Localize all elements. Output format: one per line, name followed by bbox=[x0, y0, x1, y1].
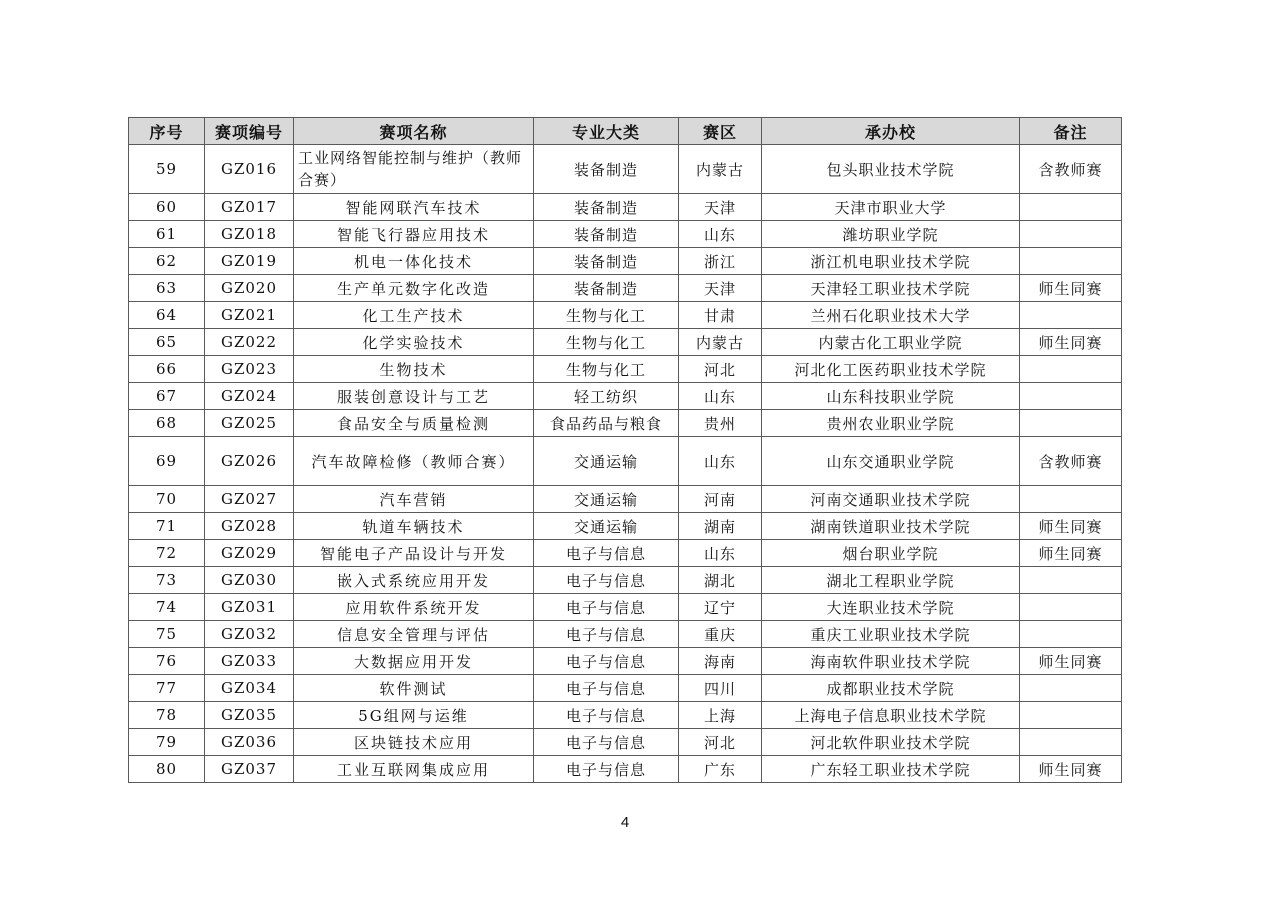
cell-host-school: 烟台职业学院 bbox=[762, 540, 1020, 567]
header-host-school: 承办校 bbox=[762, 118, 1020, 145]
cell-remark bbox=[1020, 702, 1122, 729]
cell-event-name: 应用软件系统开发 bbox=[294, 594, 534, 621]
cell-region: 浙江 bbox=[679, 248, 762, 275]
cell-category: 电子与信息 bbox=[534, 540, 679, 567]
cell-remark: 师生同赛 bbox=[1020, 329, 1122, 356]
cell-host-school: 潍坊职业学院 bbox=[762, 221, 1020, 248]
cell-remark bbox=[1020, 410, 1122, 437]
cell-remark bbox=[1020, 567, 1122, 594]
cell-event-name: 服装创意设计与工艺 bbox=[294, 383, 534, 410]
page-number: 4 bbox=[620, 814, 630, 831]
cell-host-school: 包头职业技术学院 bbox=[762, 145, 1020, 194]
cell-index: 68 bbox=[129, 410, 205, 437]
cell-index: 62 bbox=[129, 248, 205, 275]
cell-event-name: 嵌入式系统应用开发 bbox=[294, 567, 534, 594]
table-row bbox=[129, 145, 1122, 194]
cell-host-school: 内蒙古化工职业学院 bbox=[762, 329, 1020, 356]
table-row bbox=[129, 486, 1122, 513]
cell-region: 河北 bbox=[679, 729, 762, 756]
cell-host-school: 河南交通职业技术学院 bbox=[762, 486, 1020, 513]
cell-region: 海南 bbox=[679, 648, 762, 675]
cell-code: GZ021 bbox=[205, 302, 294, 329]
cell-remark bbox=[1020, 383, 1122, 410]
cell-remark bbox=[1020, 621, 1122, 648]
cell-code: GZ020 bbox=[205, 275, 294, 302]
cell-code: GZ024 bbox=[205, 383, 294, 410]
cell-index: 78 bbox=[129, 702, 205, 729]
cell-category: 电子与信息 bbox=[534, 648, 679, 675]
cell-event-name: 轨道车辆技术 bbox=[294, 513, 534, 540]
cell-index: 79 bbox=[129, 729, 205, 756]
cell-category: 电子与信息 bbox=[534, 729, 679, 756]
cell-region: 重庆 bbox=[679, 621, 762, 648]
cell-host-school: 兰州石化职业技术大学 bbox=[762, 302, 1020, 329]
cell-event-name: 5G组网与运维 bbox=[294, 702, 534, 729]
table-row bbox=[129, 329, 1122, 356]
cell-category: 食品药品与粮食 bbox=[534, 410, 679, 437]
cell-category: 电子与信息 bbox=[534, 594, 679, 621]
cell-event-name: 生产单元数字化改造 bbox=[294, 275, 534, 302]
cell-region: 上海 bbox=[679, 702, 762, 729]
cell-host-school: 山东科技职业学院 bbox=[762, 383, 1020, 410]
competition-table bbox=[128, 117, 1122, 783]
cell-remark bbox=[1020, 486, 1122, 513]
cell-region: 湖南 bbox=[679, 513, 762, 540]
cell-host-school: 浙江机电职业技术学院 bbox=[762, 248, 1020, 275]
cell-host-school: 山东交通职业学院 bbox=[762, 437, 1020, 486]
cell-host-school: 河北化工医药职业技术学院 bbox=[762, 356, 1020, 383]
cell-remark bbox=[1020, 302, 1122, 329]
cell-category: 交通运输 bbox=[534, 513, 679, 540]
header-category: 专业大类 bbox=[534, 118, 679, 145]
cell-category: 交通运输 bbox=[534, 437, 679, 486]
table-row bbox=[129, 594, 1122, 621]
cell-remark: 师生同赛 bbox=[1020, 540, 1122, 567]
cell-category: 生物与化工 bbox=[534, 329, 679, 356]
cell-region: 甘肃 bbox=[679, 302, 762, 329]
cell-remark bbox=[1020, 594, 1122, 621]
cell-host-school: 广东轻工职业技术学院 bbox=[762, 756, 1020, 783]
cell-event-name: 汽车营销 bbox=[294, 486, 534, 513]
cell-remark bbox=[1020, 356, 1122, 383]
cell-region: 四川 bbox=[679, 675, 762, 702]
cell-category: 生物与化工 bbox=[534, 356, 679, 383]
header-remark: 备注 bbox=[1020, 118, 1122, 145]
cell-remark bbox=[1020, 248, 1122, 275]
table-row bbox=[129, 410, 1122, 437]
cell-category: 轻工纺织 bbox=[534, 383, 679, 410]
header-event-name: 赛项名称 bbox=[294, 118, 534, 145]
cell-event-name: 大数据应用开发 bbox=[294, 648, 534, 675]
table-row bbox=[129, 540, 1122, 567]
cell-category: 交通运输 bbox=[534, 486, 679, 513]
table-row bbox=[129, 567, 1122, 594]
cell-code: GZ037 bbox=[205, 756, 294, 783]
cell-region: 内蒙古 bbox=[679, 329, 762, 356]
cell-event-name: 工业网络智能控制与维护（教师合赛） bbox=[294, 145, 534, 194]
cell-host-school: 贵州农业职业学院 bbox=[762, 410, 1020, 437]
cell-index: 69 bbox=[129, 437, 205, 486]
cell-code: GZ028 bbox=[205, 513, 294, 540]
cell-host-school: 重庆工业职业技术学院 bbox=[762, 621, 1020, 648]
cell-remark bbox=[1020, 221, 1122, 248]
cell-event-name: 化工生产技术 bbox=[294, 302, 534, 329]
cell-index: 66 bbox=[129, 356, 205, 383]
cell-event-name: 机电一体化技术 bbox=[294, 248, 534, 275]
cell-index: 61 bbox=[129, 221, 205, 248]
table-row bbox=[129, 356, 1122, 383]
cell-host-school: 河北软件职业技术学院 bbox=[762, 729, 1020, 756]
table-row bbox=[129, 275, 1122, 302]
cell-remark: 师生同赛 bbox=[1020, 513, 1122, 540]
cell-remark: 含教师赛 bbox=[1020, 437, 1122, 486]
cell-category: 装备制造 bbox=[534, 221, 679, 248]
cell-category: 电子与信息 bbox=[534, 702, 679, 729]
cell-remark: 师生同赛 bbox=[1020, 756, 1122, 783]
cell-region: 山东 bbox=[679, 221, 762, 248]
cell-remark: 师生同赛 bbox=[1020, 648, 1122, 675]
table-row bbox=[129, 194, 1122, 221]
cell-code: GZ022 bbox=[205, 329, 294, 356]
cell-code: GZ029 bbox=[205, 540, 294, 567]
cell-code: GZ017 bbox=[205, 194, 294, 221]
cell-index: 70 bbox=[129, 486, 205, 513]
table-row bbox=[129, 248, 1122, 275]
table-row bbox=[129, 675, 1122, 702]
cell-region: 辽宁 bbox=[679, 594, 762, 621]
cell-code: GZ016 bbox=[205, 145, 294, 194]
cell-code: GZ019 bbox=[205, 248, 294, 275]
table-row bbox=[129, 702, 1122, 729]
cell-region: 广东 bbox=[679, 756, 762, 783]
cell-category: 装备制造 bbox=[534, 194, 679, 221]
cell-region: 贵州 bbox=[679, 410, 762, 437]
cell-host-school: 天津市职业大学 bbox=[762, 194, 1020, 221]
cell-host-school: 湖北工程职业学院 bbox=[762, 567, 1020, 594]
cell-region: 天津 bbox=[679, 194, 762, 221]
table-row bbox=[129, 621, 1122, 648]
cell-category: 电子与信息 bbox=[534, 675, 679, 702]
cell-event-name: 软件测试 bbox=[294, 675, 534, 702]
cell-index: 80 bbox=[129, 756, 205, 783]
cell-host-school: 大连职业技术学院 bbox=[762, 594, 1020, 621]
cell-event-name: 智能飞行器应用技术 bbox=[294, 221, 534, 248]
table-row bbox=[129, 302, 1122, 329]
cell-event-name: 化学实验技术 bbox=[294, 329, 534, 356]
cell-category: 装备制造 bbox=[534, 275, 679, 302]
cell-event-name: 智能电子产品设计与开发 bbox=[294, 540, 534, 567]
cell-region: 山东 bbox=[679, 437, 762, 486]
cell-index: 65 bbox=[129, 329, 205, 356]
cell-code: GZ030 bbox=[205, 567, 294, 594]
cell-index: 71 bbox=[129, 513, 205, 540]
cell-code: GZ032 bbox=[205, 621, 294, 648]
cell-code: GZ026 bbox=[205, 437, 294, 486]
table-row bbox=[129, 513, 1122, 540]
cell-region: 山东 bbox=[679, 383, 762, 410]
cell-event-name: 区块链技术应用 bbox=[294, 729, 534, 756]
cell-code: GZ033 bbox=[205, 648, 294, 675]
table-row bbox=[129, 756, 1122, 783]
cell-code: GZ027 bbox=[205, 486, 294, 513]
cell-index: 76 bbox=[129, 648, 205, 675]
cell-event-name: 汽车故障检修（教师合赛） bbox=[294, 437, 534, 486]
cell-remark bbox=[1020, 729, 1122, 756]
header-region: 赛区 bbox=[679, 118, 762, 145]
cell-region: 内蒙古 bbox=[679, 145, 762, 194]
cell-host-school: 湖南铁道职业技术学院 bbox=[762, 513, 1020, 540]
cell-code: GZ018 bbox=[205, 221, 294, 248]
cell-index: 77 bbox=[129, 675, 205, 702]
cell-code: GZ031 bbox=[205, 594, 294, 621]
cell-region: 湖北 bbox=[679, 567, 762, 594]
cell-index: 72 bbox=[129, 540, 205, 567]
cell-region: 天津 bbox=[679, 275, 762, 302]
header-code: 赛项编号 bbox=[205, 118, 294, 145]
cell-region: 山东 bbox=[679, 540, 762, 567]
cell-category: 装备制造 bbox=[534, 248, 679, 275]
cell-index: 64 bbox=[129, 302, 205, 329]
cell-event-name: 生物技术 bbox=[294, 356, 534, 383]
cell-category: 装备制造 bbox=[534, 145, 679, 194]
cell-code: GZ035 bbox=[205, 702, 294, 729]
cell-category: 生物与化工 bbox=[534, 302, 679, 329]
table-header-row bbox=[129, 118, 1122, 145]
cell-event-name: 智能网联汽车技术 bbox=[294, 194, 534, 221]
cell-category: 电子与信息 bbox=[534, 756, 679, 783]
table-row bbox=[129, 648, 1122, 675]
cell-code: GZ023 bbox=[205, 356, 294, 383]
cell-host-school: 天津轻工职业技术学院 bbox=[762, 275, 1020, 302]
cell-event-name: 信息安全管理与评估 bbox=[294, 621, 534, 648]
cell-category: 电子与信息 bbox=[534, 621, 679, 648]
cell-remark: 师生同赛 bbox=[1020, 275, 1122, 302]
table-row bbox=[129, 221, 1122, 248]
cell-host-school: 上海电子信息职业技术学院 bbox=[762, 702, 1020, 729]
cell-region: 河南 bbox=[679, 486, 762, 513]
table-row bbox=[129, 729, 1122, 756]
cell-index: 73 bbox=[129, 567, 205, 594]
table-body bbox=[129, 145, 1122, 783]
cell-host-school: 海南软件职业技术学院 bbox=[762, 648, 1020, 675]
cell-index: 75 bbox=[129, 621, 205, 648]
cell-remark bbox=[1020, 675, 1122, 702]
cell-event-name: 工业互联网集成应用 bbox=[294, 756, 534, 783]
cell-index: 74 bbox=[129, 594, 205, 621]
cell-index: 60 bbox=[129, 194, 205, 221]
cell-index: 63 bbox=[129, 275, 205, 302]
cell-category: 电子与信息 bbox=[534, 567, 679, 594]
table-row bbox=[129, 437, 1122, 486]
cell-remark bbox=[1020, 194, 1122, 221]
cell-index: 67 bbox=[129, 383, 205, 410]
cell-host-school: 成都职业技术学院 bbox=[762, 675, 1020, 702]
cell-remark: 含教师赛 bbox=[1020, 145, 1122, 194]
cell-code: GZ036 bbox=[205, 729, 294, 756]
cell-code: GZ034 bbox=[205, 675, 294, 702]
cell-code: GZ025 bbox=[205, 410, 294, 437]
cell-region: 河北 bbox=[679, 356, 762, 383]
header-index: 序号 bbox=[129, 118, 205, 145]
cell-index: 59 bbox=[129, 145, 205, 194]
table-row bbox=[129, 383, 1122, 410]
cell-event-name: 食品安全与质量检测 bbox=[294, 410, 534, 437]
